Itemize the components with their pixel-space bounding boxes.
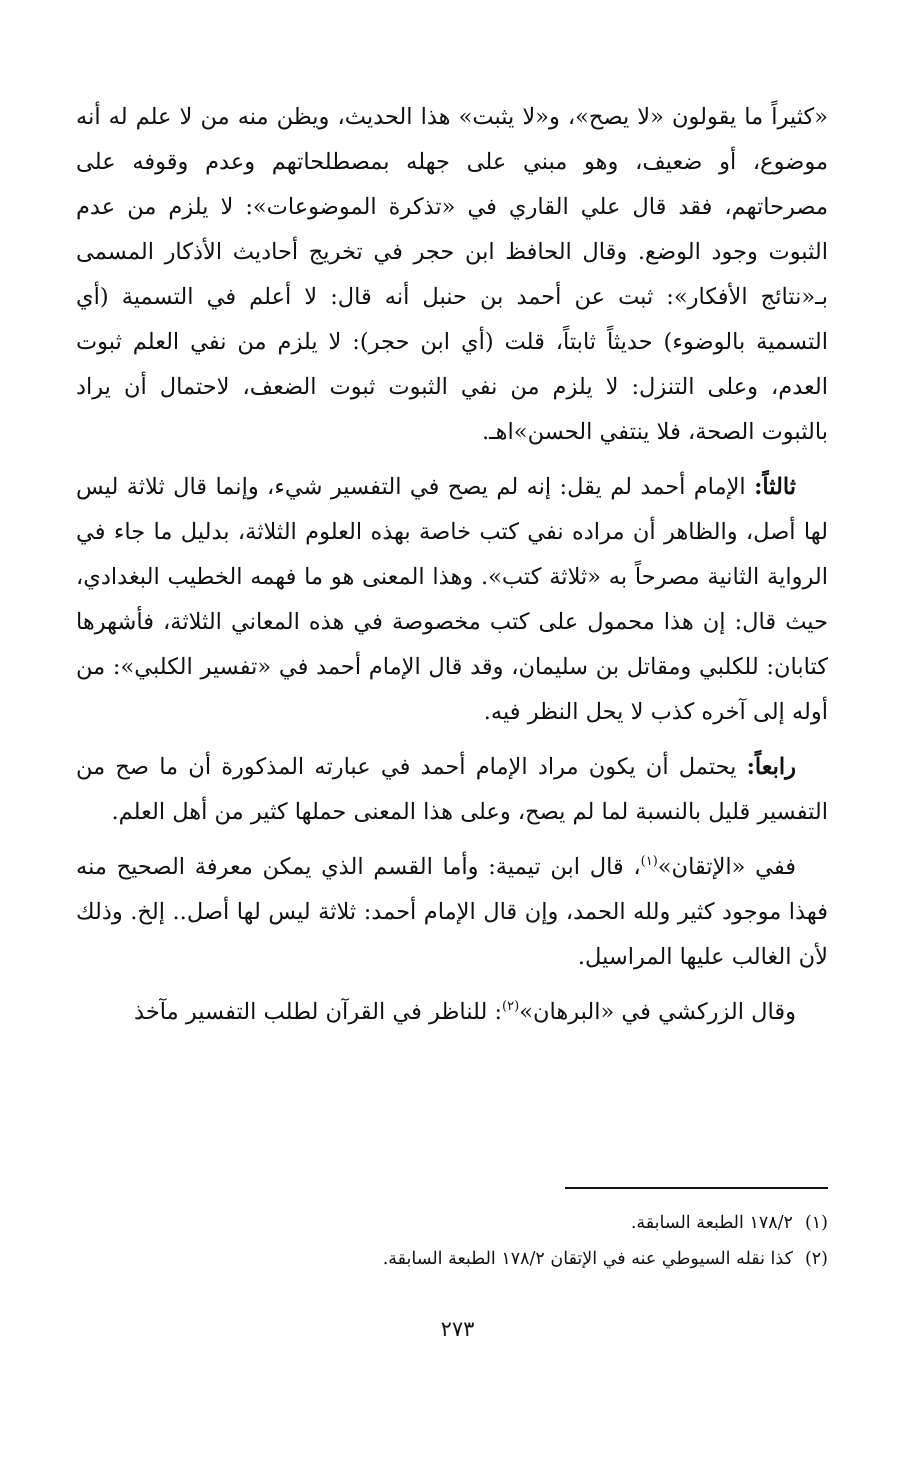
footnote-number: (١) <box>804 1213 828 1233</box>
footnote-item <box>76 1241 828 1277</box>
page-number: ٢٧٣ <box>440 1317 475 1341</box>
footnote-number: (٢) <box>804 1249 828 1269</box>
main-text <box>76 95 828 1045</box>
paragraph-text: : للناظر في القرآن لطلب التفسير مآخذ <box>134 999 503 1025</box>
paragraph-text: ، قال ابن تيمية: وأما القسم الذي يمكن معرفة الصحيح منه فهذا موجود كثير ولله الحمد، وإن قال الإمام أحمد: ثلاثة ليس لها أصل.. إلخ. وذلك لأن الغالب عليها المراسيل. <box>76 854 828 970</box>
footnote-separator <box>565 1187 828 1189</box>
paragraph-text: يحتمل أن يكون مراد الإمام أحمد في عبارته المذكورة أن ما صح من التفسير قليل بالنسبة لما لم يصح، وعلى هذا المعنى حملها كثير من أهل العلم. <box>76 754 828 825</box>
paragraph-text-start: ففي «الإتقان» <box>657 854 796 880</box>
footnote-marker: (٢) <box>502 999 520 1014</box>
footnote-text: ١٧٨/٢ الطبعة السابقة. <box>630 1213 793 1233</box>
paragraph-lead: رابعاً: <box>746 754 796 780</box>
paragraph-text-start: وقال الزركشي في «البرهان» <box>519 999 796 1025</box>
paragraph-lead: ثالثاً: <box>754 474 796 500</box>
paragraph-thalithan <box>76 465 828 735</box>
footnote-item <box>76 1205 828 1241</box>
paragraph-itqan <box>76 845 828 980</box>
footnotes <box>76 1205 828 1277</box>
paragraph-text: الإمام أحمد لم يقل: إنه لم يصح في التفسير شيء، وإنما قال ثلاثة ليس لها أصل، والظاهر أن مراده نفي كتب خاصة بهذه العلوم الثلاثة، بدليل ما جاء في الرواية الثانية مصرحاً به «ثلاثة كتب». وهذا المعنى هو ما فهمه الخطيب البغدادي، حيث قال: إن هذا محمول على كتب مخصوصة في هذه المعاني الثلاثة، فأشهرها كتابان: للكلبي ومقاتل بن سليمان، وقد قال الإمام أحمد في «تفسير الكلبي»: من أوله إلى آخره كذب لا يحل النظر فيه. <box>76 474 828 725</box>
paragraph-quote <box>76 95 828 455</box>
footnote-text: كذا نقله السيوطي عنه في الإتقان ١٧٨/٢ الطبعة السابقة. <box>382 1249 793 1269</box>
paragraph-rabian <box>76 745 828 835</box>
footnote-marker: (١) <box>640 854 658 869</box>
paragraph-text: «كثيراً ما يقولون «لا يصح»، و«لا يثبت» هذا الحديث، ويظن منه من لا علم له أنه موضوع، أو ضعيف، وهو مبني على جهله بمصطلحاتهم وعدم وقوفه على مصرحاتهم، فقد قال علي القاري في «تذكرة الموضوعات»: لا يلزم من عدم الثبوت وجود الوضع. وقال الحافظ ابن حجر في تخريج أحاديث الأذكار المسمى بـ«نتائج الأفكار»: ثبت عن أحمد بن حنبل أنه قال: لا أعلم في التسمية (أي التسمية بالوضوء) حديثاً ثابتاً، قلت (أي ابن حجر): لا يلزم من نفي العلم ثبوت العدم، وعلى التنزل: لا يلزم من نفي الثبوت ثبوت الضعف، لاحتمال أن يراد بالثبوت الصحة، فلا ينتفي الحسن»اهـ. <box>76 104 828 445</box>
paragraph-burhan <box>76 990 828 1035</box>
